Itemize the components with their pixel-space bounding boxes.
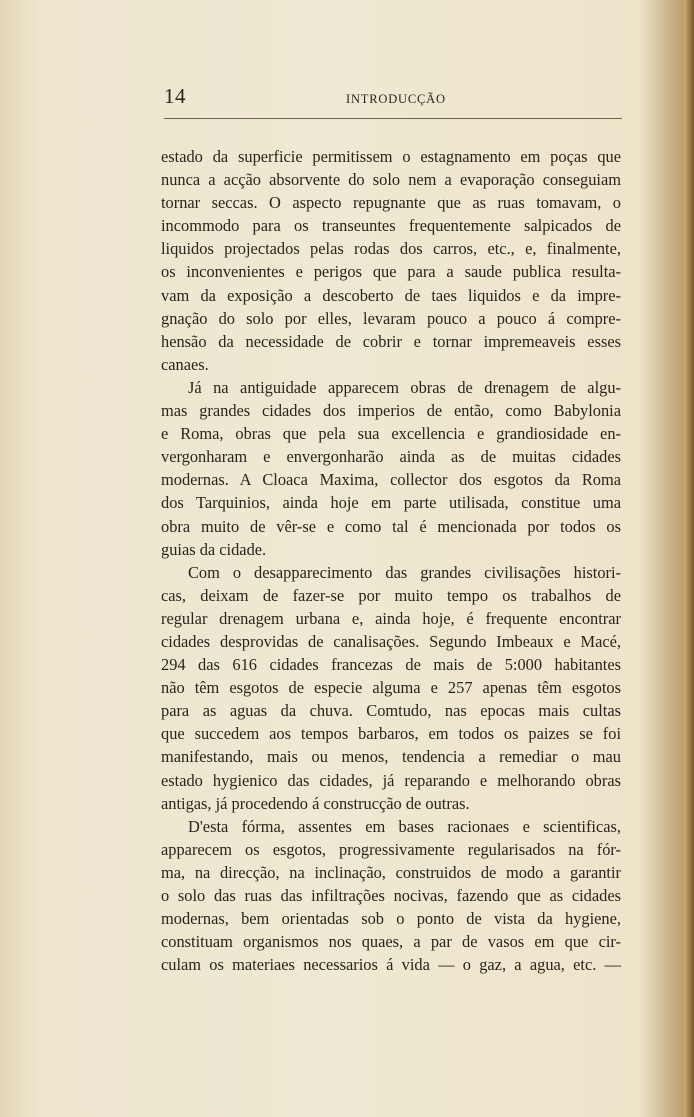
text-line: modernas. A Cloaca Maxima, collector dos esgotos da Roma (161, 470, 621, 490)
text-line: 294 das 616 cidades francezas de mais de 5:000 habitantes (161, 655, 621, 675)
text-line: guias da cidade. (161, 539, 267, 559)
text-line: regular drenagem urbana e, ainda hoje, é frequente encontrar (161, 608, 621, 628)
paragraph-start-line: D'esta fórma, assentes em bases racionaes e scientificas, (188, 816, 621, 836)
text-line: incommodo para os transeuntes frequentemente salpicados de (161, 216, 621, 236)
text-line: ma, na direcção, na inclinação, construidos de modo a garantir (161, 862, 621, 882)
text-line: que succedem aos tempos barbaros, em todos os paizes se foi (161, 724, 621, 744)
page-number: 14 (164, 84, 186, 108)
text-line: o solo das ruas das infiltrações nocivas, fazendo que as cidades (161, 886, 621, 905)
body-text (161, 145, 621, 976)
text-line: não têm esgotos de especie alguma e 257 apenas têm esgotos (161, 678, 621, 698)
page-header (162, 84, 622, 110)
text-line: apparecem os esgotos, progressivamente regularisados na fór- (161, 839, 621, 859)
text-line: modernas, bem orientadas sob o ponto de vista da hygiene, (161, 909, 621, 929)
text-line: cas, deixam de fazer-se por muito tempo os trabalhos de (161, 585, 621, 605)
text-line: obra muito de vêr-se e como tal é mencionada por todos os (161, 516, 621, 536)
text-line: vam da exposição a descoberto de taes liquidos e da impre- (161, 285, 621, 305)
text-line: liquidos projectados pelas rodas dos carros, etc., e, finalmente, (161, 239, 621, 259)
text-line: nunca a acção absorvente do solo nem a evaporação conseguiam (161, 170, 621, 190)
text-line: culam os materiaes necessarios á vida — o gaz, a agua, etc. — (161, 955, 621, 975)
text-line: manifestando, mais ou menos, tendencia a remediar o mau (161, 747, 621, 767)
text-line: constituam organismos nos quaes, a par de vasos em que cir- (161, 932, 621, 952)
text-line: dos Tarquinios, ainda hoje em parte utilisada, constitue uma (161, 493, 621, 513)
text-line: estado da superficie permitissem o estagnamento em poças que (161, 147, 621, 166)
text-line: antigas, já procedendo á construcção de outras. (161, 793, 470, 813)
text-line: vergonharam e envergonharão ainda as de muitas cidades (161, 447, 621, 467)
page-edge-shadow (684, 0, 694, 1117)
running-head: INTRODUCÇÃO (346, 92, 446, 106)
text-line: mas grandes cidades dos imperios de então, como Babylonia (161, 401, 621, 421)
text-line: tornar seccas. O aspecto repugnante que as ruas tomavam, o (161, 193, 621, 213)
text-line: para as aguas da chuva. Comtudo, nas epocas mais cultas (161, 701, 621, 721)
text-line: os inconvenientes e perigos que para a saude publica resulta- (161, 262, 621, 282)
text-line: canaes. (161, 354, 209, 374)
paragraph-start-line: Já na antiguidade apparecem obras de drenagem de algu- (188, 377, 621, 397)
text-line: estado hygienico das cidades, já reparando e melhorando obras (161, 770, 621, 790)
text-line: hensão da necessidade de cobrir e tornar impremeaveis esses (161, 331, 621, 351)
text-line: e Roma, obras que pela sua excellencia e grandiosidade en- (161, 424, 621, 444)
text-line: gnação do solo por elles, levaram pouco a pouco á compre- (161, 308, 621, 328)
text-line: cidades desprovidas de canalisações. Segundo Imbeaux e Macé, (161, 631, 621, 651)
paragraph-start-line: Com o desapparecimento das grandes civilisações histori- (188, 562, 621, 582)
header-rule (164, 118, 622, 119)
